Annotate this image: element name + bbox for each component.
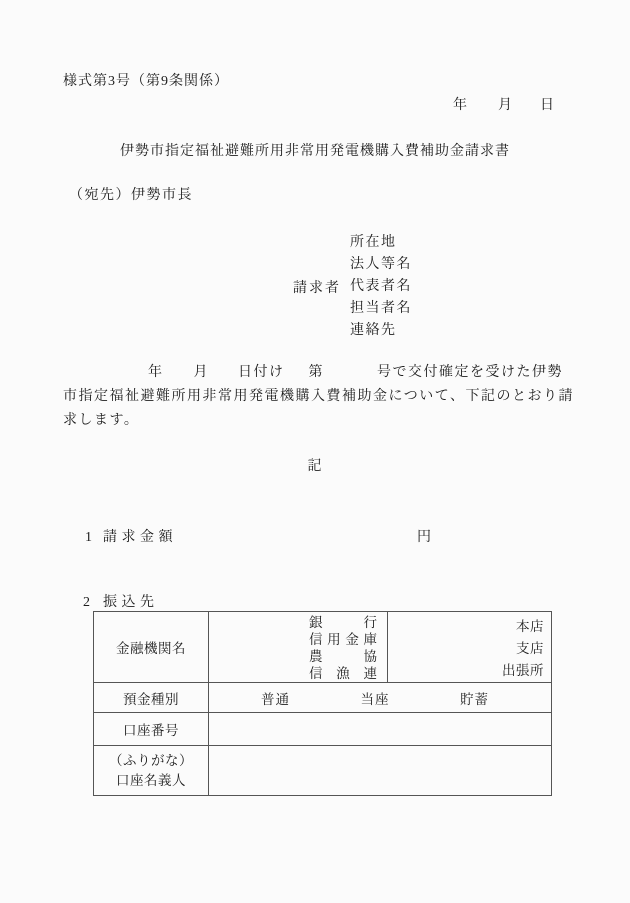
body-line-1: 年 月 日付け 第 号で交付確定を受けた伊勢 xyxy=(148,365,563,380)
item-1-number: 1 xyxy=(85,530,92,545)
account-holder-blank-cell xyxy=(209,746,552,796)
yen-unit-label: 円 xyxy=(417,530,431,545)
financial-institution-header: 金融機関名 xyxy=(94,612,209,683)
institution-type-shinkin: 信用金庫 xyxy=(309,632,377,647)
recipient-line: （宛先）伊勢市長 xyxy=(69,188,193,203)
institution-type-shingyoren: 信漁連 xyxy=(309,666,377,681)
claimant-label: 請求者 xyxy=(293,281,341,296)
claimant-field-address: 所在地 xyxy=(350,235,397,250)
item-claim-amount xyxy=(85,526,177,546)
account-type-options xyxy=(209,688,551,708)
account-number-blank-cell xyxy=(209,713,552,746)
account-type-toza: 当座 xyxy=(360,691,390,707)
ki-heading: 記 xyxy=(307,459,323,474)
furigana-label: （ふりがな） xyxy=(109,752,193,768)
account-type-options-cell xyxy=(209,683,552,713)
branch-shiten: 支店 xyxy=(516,640,544,656)
form-number: 様式第3号（第9条関係） xyxy=(63,74,229,89)
date-day-label: 日 xyxy=(540,98,554,113)
item-1-label: 請求金額 xyxy=(103,530,177,545)
item-2-number: 2 xyxy=(83,595,90,610)
claimant-field-contact-person: 担当者名 xyxy=(350,301,412,316)
account-number-header: 口座番号 xyxy=(94,713,209,746)
body-line-2: 市指定福祉避難所用非常用発電機購入費補助金について、下記のとおり請 xyxy=(63,389,574,404)
item-transfer-destination xyxy=(83,591,159,611)
account-type-futsu: 普通 xyxy=(261,691,290,707)
table-row-account-type xyxy=(94,683,552,713)
branch-options xyxy=(388,613,551,682)
body-line-3: 求します。 xyxy=(63,413,140,428)
account-type-chochiku: 貯蓄 xyxy=(460,691,489,707)
branch-cell xyxy=(388,612,552,683)
institution-type-bank: 銀行 xyxy=(309,615,377,630)
account-holder-labels xyxy=(94,751,208,791)
date-year-label: 年 xyxy=(453,98,467,113)
bank-transfer-table xyxy=(93,611,552,796)
claimant-fields xyxy=(350,232,412,342)
table-row-financial-institution xyxy=(94,612,552,683)
financial-institution-types xyxy=(309,614,377,682)
account-holder-header xyxy=(94,746,209,796)
financial-institution-types-cell xyxy=(209,612,388,683)
institution-type-nokyo: 農協 xyxy=(309,649,377,664)
item-2-label: 振込先 xyxy=(103,595,159,610)
account-type-header: 預金種別 xyxy=(94,683,209,713)
claimant-field-corporation-name: 法人等名 xyxy=(350,257,412,272)
table-row-account-holder xyxy=(94,746,552,796)
table-row-account-number xyxy=(94,713,552,746)
branch-honten: 本店 xyxy=(516,618,544,634)
claimant-block xyxy=(293,232,412,342)
claimant-field-contact-info: 連絡先 xyxy=(350,323,397,338)
page-title: 伊勢市指定福祉避難所用非常用発電機購入費補助金請求書 xyxy=(120,144,510,159)
account-holder-label: 口座名義人 xyxy=(116,772,186,788)
date-line xyxy=(453,94,554,114)
body-paragraph xyxy=(63,361,574,433)
date-month-label: 月 xyxy=(498,98,512,113)
branch-shutchojo: 出張所 xyxy=(502,662,544,678)
claimant-field-representative-name: 代表者名 xyxy=(350,279,412,294)
